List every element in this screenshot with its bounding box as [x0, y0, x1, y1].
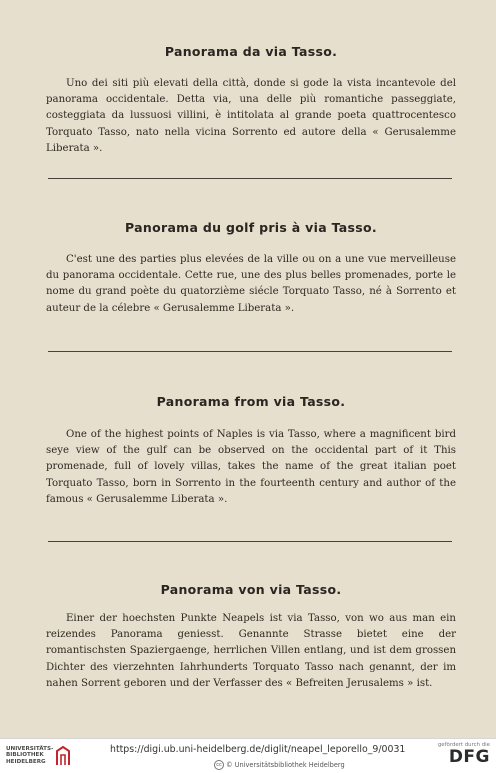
divider-rule — [48, 178, 452, 179]
section-text: Uno dei siti più elevati della città, donde si gode la vista incantevole del panorama occidentale. Detta via, una delle più romantiche passeggiate, costeggiata da lussuosi villini, è intitolata al grande poeta quattrocentesco Torquato Tasso, nato nella vicina Sorrento ed autore della « Gerusalemme Liberata ». — [46, 78, 456, 154]
creative-commons-icon: cc — [214, 760, 224, 770]
divider-rule — [48, 351, 452, 352]
section-heading: Panorama von via Tasso. — [160, 582, 342, 597]
section-french — [46, 220, 456, 317]
section-italian — [46, 44, 456, 157]
section-german — [46, 582, 456, 692]
section-text: One of the highest points of Naples is via Tasso, where a magnificent bird seye view of the gulf can be observed on the occidental part of it This promenade, full of lovely villas, takes the name of the great italian poet Torquato Tasso, born in Sorrento in the fourteenth century and author of the famous « Gerusalemme Liberata ». — [46, 429, 456, 505]
section-heading: Panorama from via Tasso. — [156, 394, 346, 409]
copyright-text: © Universitätsbibliothek Heidelberg — [226, 761, 345, 769]
funder-caption: gefördert durch die — [437, 742, 490, 748]
section-heading: Panorama du golf pris à via Tasso. — [125, 220, 377, 235]
section-text: Einer der hoechsten Punkte Neapels ist via Tasso, von wo aus man ein reizendes Panorama geniesst. Genannte Strasse bietet eine der romantischsten Spaziergaenge, herrlichen Villen entlang, und ist dem grossen Dichter des vierzehnten Iahrhunderts Torquato Tasso nach genannt, der im nahen Sorrent geboren und der Verfasser des « Befreiten Jerusalems » ist. — [46, 613, 456, 689]
library-logo-text: UNIVERSITÄTS-BIBLIOTHEK HEIDELBERG — [6, 746, 54, 765]
library-logo[interactable] — [6, 744, 74, 770]
divider-rule — [48, 541, 452, 542]
section-text: C'est une des parties plus elevées de la ville ou on a une vue merveilleuse du panorama occidentale. Cette rue, une des plus belles promenades, porte le nome du grand poète du quatorzième siécle Torquato Tasso, né à Sorrento et auteur de la célebre « Gerusalemme Liberata ». — [46, 254, 456, 314]
viewer-footer — [0, 738, 496, 773]
funder-logo[interactable] — [434, 742, 490, 770]
page-url-link[interactable]: https://digi.ub.uni-heidelberg.de/diglit/neapel_leporello_9/0031 — [110, 744, 406, 755]
section-english — [46, 394, 456, 508]
library-seal-icon — [54, 745, 72, 767]
copyright-notice — [214, 760, 345, 770]
section-heading: Panorama da via Tasso. — [164, 44, 338, 59]
dfg-logo-text: DFG — [448, 747, 490, 767]
